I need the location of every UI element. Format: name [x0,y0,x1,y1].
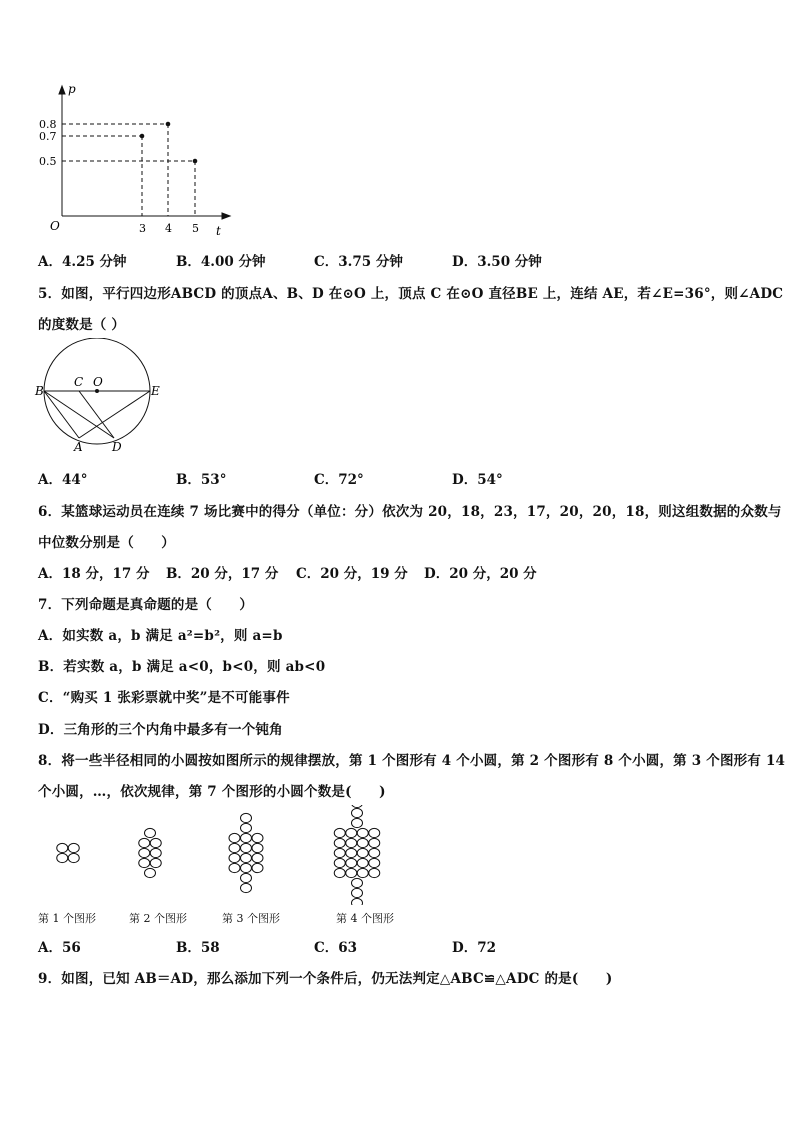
pattern-circle [334,848,345,857]
circle-figure [34,338,164,458]
q5-option-c: C．72° [314,472,364,488]
pattern-circle [346,858,357,867]
pattern-circle [68,853,79,862]
pattern-circle [334,868,345,877]
q7-stem: 7．下列命题是真命题的是（ ） [38,597,254,613]
pattern-circle [150,848,161,857]
q7-option-a: A．如实数 a，b 满足 a²=b²，则 a=b [38,628,283,644]
pattern-circle [352,898,363,905]
pattern-circle [352,878,363,887]
pattern-circle [357,828,368,837]
q8-stem-line1: 8．将一些半径相同的小圆按如图所示的规律摆放，第 1 个图形有 4 个小圆，第 2 个图形有 8 个小圆，第 3 个图形有 14 [38,753,786,769]
pattern-circle [57,843,68,852]
origin-label: O [50,219,60,233]
q4-option-d: D．3.50 分钟 [452,254,542,270]
pattern-circle [57,853,68,862]
pattern-circle [357,868,368,877]
q7-option-c: C．“购买 1 张彩票就中奖”是不可能事件 [38,690,290,706]
pattern-circle [139,858,150,867]
q5-option-a: A．44° [38,472,88,488]
pattern-circle [150,838,161,847]
pattern-circle [252,833,263,842]
q8-stem-line2: 个小圆，…，依次规律，第 7 个图形的小圆个数是( ) [38,784,386,800]
pattern-circle [334,858,345,867]
pattern-circle [369,828,380,837]
label-b: B [35,384,44,398]
x-tick: 4 [165,222,172,235]
pattern-circle [145,868,156,877]
pattern-circle [352,888,363,897]
pattern-caption-3: 第 3 个图形 [222,912,280,925]
q5-stem-line1: 5．如图，平行四边形ABCD 的顶点A、B、D 在⊙O 上，顶点 C 在⊙O 直径BE 上，连结 AE，若∠E=36°，则∠ADC [38,286,784,302]
q5-option-b: B．53° [176,472,227,488]
q5-stem-line2: 的度数是（ ） [38,317,126,333]
x-axis-label: t [216,224,221,238]
q4-option-b: B．4.00 分钟 [176,254,266,270]
q8-option-a: A．56 [38,940,81,956]
pattern-circle [352,818,363,827]
q4-option-a: A．4.25 分钟 [38,254,127,270]
q8-option-c: C．63 [314,940,358,956]
pattern-circle [241,813,252,822]
x-tick: 3 [139,222,146,235]
label-o: O [93,375,103,389]
pattern-circle [352,808,363,817]
pattern-circle [334,828,345,837]
pattern-circle [150,858,161,867]
q8-option-b: B．58 [176,940,220,956]
pattern-circle [252,843,263,852]
q6-option-c: C．20 分，19 分 [296,566,408,582]
q5-option-d: D．54° [452,472,503,488]
pattern-circle [346,838,357,847]
pattern-circle [229,863,240,872]
pattern-circle [241,843,252,852]
pattern-circle [369,848,380,857]
y-tick: 0.7 [39,130,57,143]
pattern-circle [229,853,240,862]
pattern-circle [229,833,240,842]
q4-option-c: C．3.75 分钟 [314,254,403,270]
pattern-circle [241,853,252,862]
q6-stem-line1: 6．某篮球运动员在连续 7 场比赛中的得分（单位：分）依次为 20，18，23，17，20，20，18，则这组数据的众数与 [38,504,782,520]
pattern-circle [139,838,150,847]
q6-option-b: B．20 分，17 分 [166,566,279,582]
x-tick: 5 [192,222,199,235]
pattern-circle [346,848,357,857]
pattern-caption-2: 第 2 个图形 [129,912,187,925]
y-axis-label: p [68,82,76,96]
pattern-circle [145,828,156,837]
pattern-circle [346,868,357,877]
pattern-circle [68,843,79,852]
step-graph [30,80,240,240]
pattern-circle [139,848,150,857]
pattern-circle [369,858,380,867]
pattern-circle [241,833,252,842]
q7-option-b: B．若实数 a，b 满足 a<0，b<0，则 ab<0 [38,659,326,675]
q6-stem-line2: 中位数分别是（ ） [38,535,175,551]
q8-option-d: D．72 [452,940,496,956]
pattern-circle [352,805,363,808]
label-e: E [151,384,160,398]
pattern-circle [357,838,368,847]
pattern-circle [357,848,368,857]
q9-stem-line1: 9．如图，已知 AB＝AD，那么添加下列一个条件后，仍无法判定△ABC≌△ADC 的是( ) [38,971,613,987]
circle-patterns [30,805,430,905]
y-tick: 0.8 [39,118,57,131]
pattern-circle [241,873,252,882]
pattern-circle [369,868,380,877]
pattern-caption-4: 第 4 个图形 [336,912,394,925]
y-tick: 0.5 [39,155,57,168]
pattern-circle [346,828,357,837]
label-d: D [112,440,122,454]
pattern-circle [241,883,252,892]
q6-option-a: A．18 分，17 分 [38,566,150,582]
pattern-caption-1: 第 1 个图形 [38,912,96,925]
label-a: A [74,440,83,454]
pattern-circle [252,863,263,872]
pattern-circle [252,853,263,862]
pattern-circle [241,863,252,872]
q6-option-d: D．20 分，20 分 [424,566,537,582]
label-c: C [74,375,84,389]
pattern-circle [229,843,240,852]
pattern-circle [241,823,252,832]
q7-option-d: D．三角形的三个内角中最多有一个钝角 [38,722,283,738]
pattern-circle [369,838,380,847]
pattern-circle [334,838,345,847]
pattern-circle [357,858,368,867]
